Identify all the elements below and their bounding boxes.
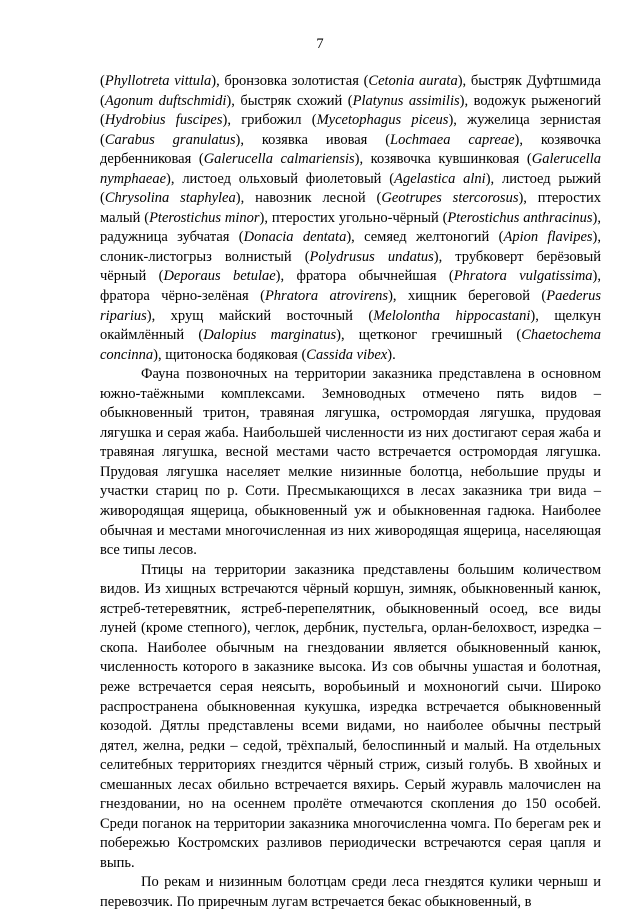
- text-segment: ), фратора обычнейшая (: [275, 268, 454, 285]
- text-segment: (: [100, 73, 105, 89]
- latin-species-name: Cetonia aurata: [368, 73, 458, 89]
- latin-species-name: Paederus riparius: [100, 288, 601, 324]
- paragraph: [100, 365, 601, 560]
- text-segment: ), листоед рыжий (: [100, 170, 601, 207]
- text-segment: ), навозник лесной (: [235, 190, 382, 207]
- latin-species-name: Phratora vulgatissima: [453, 268, 593, 285]
- text-segment: ), козявочка дербенниковая (: [100, 131, 601, 168]
- latin-species-name: Galerucella nymphaeae: [100, 151, 601, 187]
- text-segment: ), водожук рыженогий (: [100, 92, 601, 129]
- text-segment: Птицы на территории заказника представлены большим количеством видов. Из хищных встречаются чёрный коршун, зимняк, обыкновенный канюк, ястреб-тетеревятник, ястреб-перепелятник, обыкновенный осоед, все виды луней (кроме степного), чеглок, дербник, пустельга, орлан-белохвост, изредка – скопа. Наиболее обычным на гнездовании является обыкновенный канюк, численность которого в заказнике высока. Из сов обычны ушастая и болотная, реже встречается серая неясыть, воробьиный и мохноногий сычи. Широко распространена обыкновенная кукушка, изредка встречается обыкновенный козодой. Дятлы представлены всеми видами, но наиболее обычны пестрый дятел, желна, редки – седой, трёхпалый, белоспинный и малый. На отдельных селитебных территориях гнездится чёрный стриж, сизый голубь. В хвойных и смешанных лесах обильно встречается вяхирь. Серый журавль малочислен на гнездовании, но на осеннем пролёте отмечаются скопления до 150 особей. Среди поганок на территории заказника многочисленна чомга. По берегам рек и побережью Костромских разливов периодически встречаются серая цапля и выпь.: [100, 561, 601, 871]
- text-segment: ), радужница зубчатая (: [100, 209, 601, 246]
- latin-species-name: Polydrusus undatus: [309, 248, 434, 265]
- text-segment: ), листоед ольховый фиолетовый (: [166, 170, 395, 187]
- text-segment: ).: [387, 346, 396, 363]
- latin-species-name: Carabus granulatus: [104, 131, 236, 148]
- latin-species-name: Pterostichus anthracinus: [447, 209, 593, 226]
- text-segment: ), хрущ майский восточный (: [146, 307, 374, 324]
- latin-species-name: Melolontha hippocastani: [373, 307, 531, 324]
- text-segment: ), хищник береговой (: [388, 288, 547, 305]
- latin-species-name: Phratora atrovirens: [264, 288, 389, 305]
- text-segment: ), козявочка кувшинковая (: [354, 151, 532, 168]
- latin-species-name: Cassida vibex: [306, 346, 388, 363]
- latin-species-name: Platynus assimilis: [352, 92, 460, 109]
- text-segment: ), козявка ивовая (: [235, 131, 391, 148]
- body-text: [100, 72, 601, 913]
- page-number: 7: [316, 36, 324, 52]
- text-segment: ), семяед желтоногий (: [346, 229, 504, 246]
- text-segment: По рекам и низинным болотцам среди леса гнездятся кулики черныш и перевозчик. По приречным лугам встречается бекас обыкновенный, в: [100, 874, 601, 910]
- text-segment: ), жужелица зернистая (: [100, 112, 601, 148]
- text-segment: ), птеростих угольно-чёрный (: [259, 209, 448, 226]
- latin-species-name: Donacia dentata: [243, 229, 347, 246]
- text-segment: Фауна позвоночных на территории заказника представлена в основном южно-таёжными комплексами. Земноводных отмечено пять видов – обыкновенный тритон, травяная лягушка, остромордая лягушка, прудовая лягушка и серая жаба. Наибольшей численности из них достигают серая жаба и травяная лягушка, весной местами часто встречается остромордая лягушка. Прудовая лягушка населяет мелкие низинные болотца, небольшие пруды и участки стариц по р. Соти. Пресмыкающихся в лесах заказника три вида – живородящая ящерица, обыкновенный уж и обыкновенная гадюка. Наиболее обычная и местами многочисленная из них живородящая ящерица, населяющая все типы лесов.: [100, 366, 601, 559]
- paragraph: [100, 873, 601, 912]
- text-segment: ), щитоноска бодяковая (: [153, 346, 307, 363]
- latin-species-name: Dalopius marginatus: [203, 327, 337, 344]
- text-segment: ), быстряк Дуфтшмида (: [100, 73, 601, 109]
- latin-species-name: Galerucella calmariensis: [203, 151, 355, 168]
- latin-species-name: Chaetochema concinna: [100, 327, 601, 363]
- text-segment: ), трубковерт берёзовый чёрный (: [100, 248, 601, 285]
- text-segment: ), слоник-листогрыз волнистый (: [100, 229, 601, 265]
- latin-species-name: Chrysolina staphylea: [104, 190, 236, 207]
- text-segment: ), быстряк схожий (: [226, 92, 353, 109]
- latin-species-name: Lochmaea capreae: [390, 131, 515, 148]
- latin-species-name: Hydrobius fuscipes: [104, 112, 223, 129]
- paragraph: [100, 72, 601, 365]
- text-segment: ), фратора чёрно-зелёная (: [100, 268, 602, 305]
- text-segment: ), щелкун окаймлённый (: [100, 307, 602, 344]
- latin-species-name: Agelastica alni: [394, 170, 486, 187]
- text-segment: ), птеростих малый (: [100, 190, 601, 226]
- latin-species-name: Agonum duftschmidi: [104, 92, 227, 109]
- text-segment: ), грибожил (: [222, 112, 317, 129]
- text-segment: ), бронзовка золотистая (: [211, 73, 369, 89]
- latin-species-name: Pterostichus minor: [149, 209, 260, 226]
- paragraph: [100, 561, 601, 874]
- latin-species-name: Deporaus betulae: [163, 268, 276, 285]
- latin-species-name: Geotrupes stercorosus: [381, 190, 519, 207]
- latin-species-name: Mycetophagus piceus: [316, 112, 449, 129]
- text-segment: ), щетконог гречишный (: [336, 327, 522, 344]
- latin-species-name: Apion flavipes: [503, 229, 593, 246]
- latin-species-name: Phyllotreta vittula: [104, 73, 212, 89]
